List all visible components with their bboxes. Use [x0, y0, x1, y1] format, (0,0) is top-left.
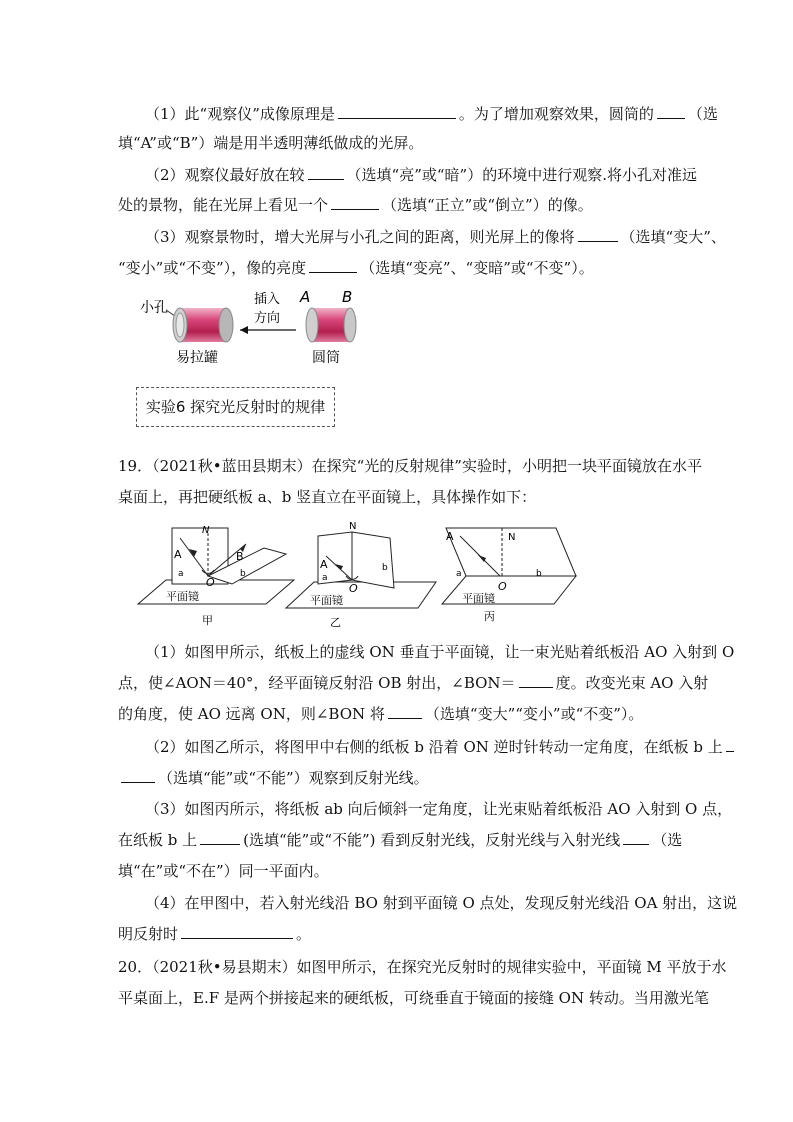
- svg-text:a: a: [322, 573, 328, 583]
- svg-text:O: O: [498, 580, 507, 593]
- svg-text:甲: 甲: [202, 614, 213, 627]
- svg-text:平面镜: 平面镜: [462, 592, 495, 605]
- svg-text:O: O: [349, 582, 358, 595]
- blank[interactable]: [623, 830, 649, 845]
- q19-part3-line3: 填“在”或“不在”）同一平面内。: [118, 862, 329, 880]
- blank[interactable]: [388, 704, 422, 719]
- q19-part1-line2: 点，使∠AON＝40°，经平面镜反射沿 OB 射出，∠BON＝ 度。改变光束 AO 入射: [118, 674, 709, 692]
- can-icon: [173, 308, 233, 342]
- svg-text:乙: 乙: [330, 616, 341, 629]
- svg-text:平面镜: 平面镜: [310, 594, 343, 607]
- svg-text:N: N: [202, 525, 210, 536]
- q18-part3-line1: （3）观察景物时，增大光屏与小孔之间的距离，则光屏上的像将 （选填“变大”、: [145, 228, 726, 246]
- insert-label-1: 插入: [254, 292, 281, 307]
- svg-text:A: A: [446, 530, 454, 543]
- blank[interactable]: [338, 104, 456, 119]
- figure-bing: [442, 528, 576, 623]
- svg-text:a: a: [456, 569, 462, 579]
- tube-icon: [306, 308, 356, 342]
- q18-part1-line2: 填“A”或“B”）端是用半透明薄纸做成的光屏。: [118, 134, 424, 152]
- section-title-box: 实验6 探究光反射时的规律: [136, 387, 335, 427]
- blank[interactable]: [726, 737, 734, 752]
- q19-part1-line3: 的角度，使 AO 远离 ON，则∠BON 将 （选填“变大”“变小”或“不变”）。: [118, 705, 644, 723]
- svg-text:a: a: [178, 569, 184, 579]
- q20-stem-line2: 平桌面上，E.F 是两个拼接起来的硬纸板，可绕垂直于镜面的接缝 ON 转动。当用激光笔: [118, 989, 709, 1007]
- can-caption: 易拉罐: [176, 350, 218, 366]
- blank[interactable]: [519, 673, 553, 688]
- blank[interactable]: [578, 227, 618, 242]
- end-a-label: A: [300, 288, 311, 306]
- tube-caption: 圆筒: [312, 350, 340, 366]
- svg-text:b: b: [240, 569, 246, 579]
- svg-text:A: A: [174, 548, 182, 561]
- q18-part2-line1: （2）观察仪最好放在较 （选填“亮”或“暗”）的环境中进行观察.将小孔对准远: [145, 166, 697, 184]
- svg-text:N: N: [349, 521, 357, 532]
- hole-label: 小孔: [140, 300, 168, 316]
- q20-stem-line1: 20．（2021秋•易县期末）如图甲所示，在探究光反射时的规律实验中，平面镜 M 平放于水: [118, 958, 727, 976]
- svg-text:B: B: [236, 550, 244, 563]
- svg-text:丙: 丙: [484, 610, 495, 623]
- q19-stem-line1: 19．（2021秋•蓝田县期末）在探究“光的反射规律”实验时，小明把一块平面镜放在水平: [118, 457, 702, 475]
- blank[interactable]: [331, 195, 379, 210]
- blank[interactable]: [181, 924, 293, 939]
- q18-part3-line2: “变小”或“不变”），像的亮度 （选填“变亮”、“变暗”或“不变”）。: [118, 259, 594, 277]
- svg-text:b: b: [536, 569, 542, 579]
- reflection-figures: [136, 518, 696, 630]
- q19-part2-line2: （选填“能”或“不能”）观察到反射光线。: [118, 768, 429, 788]
- figure-jia: [138, 525, 294, 627]
- q18-part2-line2: 处的景物，能在光屏上看见一个 （选填“正立”或“倒立”）的像。: [118, 196, 593, 214]
- svg-text:b: b: [382, 563, 388, 573]
- end-b-label: B: [342, 288, 353, 306]
- q19-part1-line1: （1）如图甲所示，纸板上的虚线 ON 垂直于平面镜，让一束光贴着纸板沿 AO 入射到 O: [145, 643, 735, 661]
- q19-part4-line2: 明反射时 。: [118, 925, 312, 943]
- q19-part4-line1: （4）在甲图中，若入射光线沿 BO 射到平面镜 O 点处，发现反射光线沿 OA 射出，这说: [145, 894, 738, 912]
- blank[interactable]: [200, 830, 240, 845]
- svg-text:O: O: [206, 576, 215, 589]
- insert-label-2: 方向: [254, 311, 281, 326]
- can-tube-figure: [136, 286, 366, 368]
- q19-part2-line1: （2）如图乙所示，将图甲中右侧的纸板 b 沿着 ON 逆时针转动一定角度，在纸板 b 上: [145, 737, 737, 757]
- svg-text:A: A: [320, 558, 328, 571]
- blank[interactable]: [657, 104, 685, 119]
- q18-part1-line1: （1）此“观察仪”成像原理是 。为了增加观察效果，圆筒的 （选: [145, 105, 718, 123]
- q19-part3-line1: （3）如图丙所示，将纸板 ab 向后倾斜一定角度，让光束贴着纸板沿 AO 入射到 O 点，: [145, 800, 733, 818]
- q19-part3-line2: 在纸板 b 上 (选填“能”或“不能”) 看到反射光线，反射光线与入射光线 （选: [118, 831, 683, 849]
- figure-yi: [286, 521, 436, 629]
- blank[interactable]: [308, 165, 344, 180]
- svg-text:N: N: [508, 532, 516, 543]
- q19-stem-line2: 桌面上，再把硬纸板 a、b 竖直立在平面镜上，具体操作如下：: [118, 488, 537, 506]
- blank[interactable]: [309, 258, 357, 273]
- svg-text:平面镜: 平面镜: [166, 590, 199, 603]
- blank[interactable]: [121, 768, 155, 783]
